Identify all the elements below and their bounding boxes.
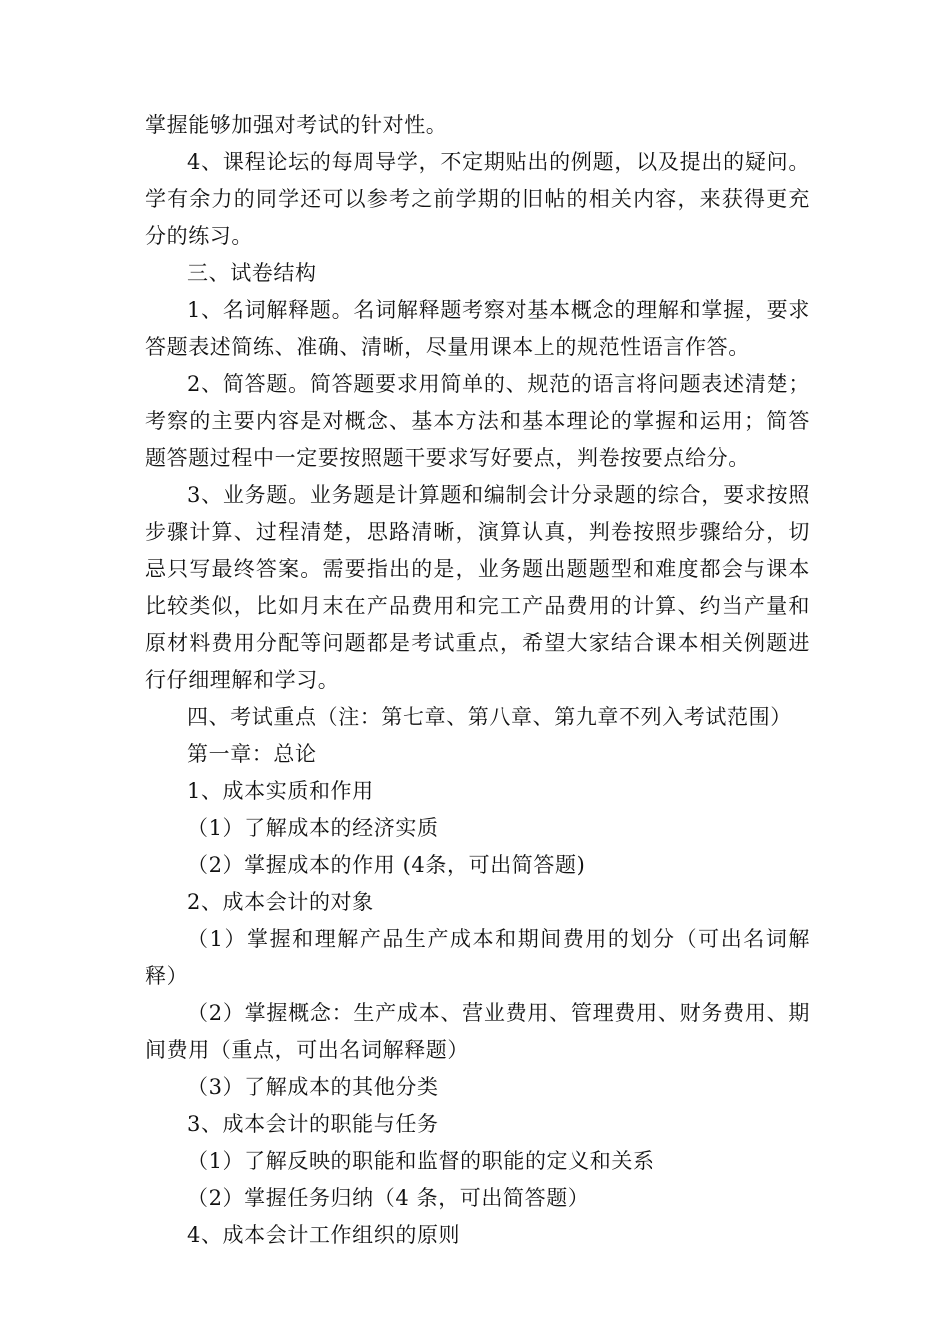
section-heading: 四、考试重点（注：第七章、第八章、第九章不列入考试范围） <box>187 705 792 729</box>
list-item: 1、成本实质和作用 <box>187 779 374 803</box>
paragraph: 3、业务题。业务题是计算题和编制会计分录题的综合，要求按照步骤计算、过程清楚，思路清晰，演算认真，判卷按照步骤给分，切忌只写最终答案。需要指出的是，业务题出题题型和难度都会与课本比较类似，比如月末在产品费用和完工产品费用的计算、约当产量和原材料费用分配等问题都是考试重点，希望大家结合课本相关例题进行仔细理解和学习。 <box>145 483 810 692</box>
paragraph: 4、课程论坛的每周导学，不定期贴出的例题，以及提出的疑问。学有余力的同学还可以参考之前学期的旧帖的相关内容，来获得更充分的练习。 <box>145 150 810 248</box>
list-item: 3、成本会计的职能与任务 <box>187 1112 439 1136</box>
list-item: 2、成本会计的对象 <box>187 890 374 914</box>
paragraph: 2、简答题。简答题要求用简单的、规范的语言将问题表述清楚；考察的主要内容是对概念、基本方法和基本理论的掌握和运用；简答题答题过程中一定要按照题干要求写好要点，判卷按要点给分。 <box>145 372 810 470</box>
chapter-heading: 第一章：总论 <box>187 742 317 766</box>
document-body <box>145 107 810 1254</box>
list-item: （2）掌握任务归纳（4 条，可出简答题） <box>187 1186 590 1210</box>
list-item: 4、成本会计工作组织的原则 <box>187 1223 461 1247</box>
list-item: （3）了解成本的其他分类 <box>187 1075 439 1099</box>
list-item: （2）掌握成本的作用 (4条，可出简答题) <box>187 853 586 877</box>
paragraph: 1、名词解释题。名词解释题考察对基本概念的理解和掌握，要求答题表述简练、准确、清晰，尽量用课本上的规范性语言作答。 <box>145 298 810 359</box>
section-heading: 三、试卷结构 <box>187 261 317 285</box>
list-item: （1）了解成本的经济实质 <box>187 816 439 840</box>
list-item: （2）掌握概念：生产成本、营业费用、管理费用、财务费用、期间费用（重点，可出名词解释题） <box>145 1001 810 1062</box>
list-item: （1）掌握和理解产品生产成本和期间费用的划分（可出名词解释） <box>145 927 810 988</box>
list-item: （1）了解反映的职能和监督的职能的定义和关系 <box>187 1149 655 1173</box>
paragraph: 掌握能够加强对考试的针对性。 <box>145 113 448 137</box>
